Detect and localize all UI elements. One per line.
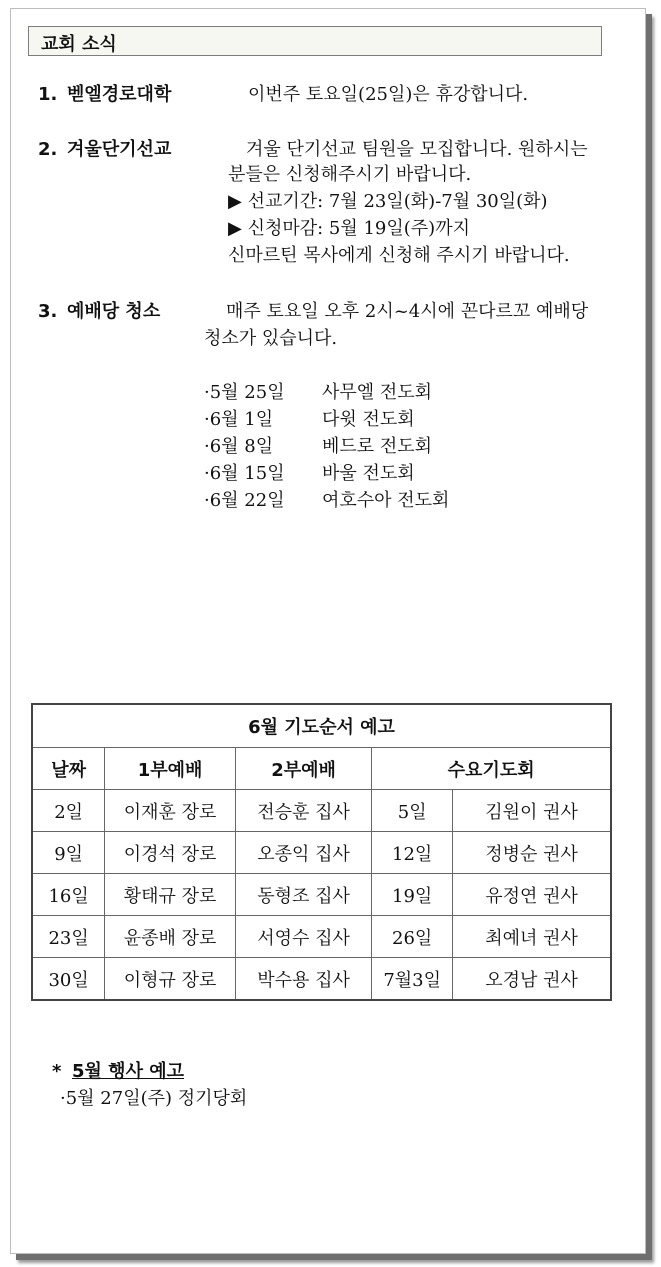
item-1-text: 이번주 토요일(25일)은 휴강합니다. [248,84,529,105]
table-row [32,916,611,958]
item-2-number: 2. [38,139,58,160]
table-row [32,958,611,1001]
table-cell: 오종익 집사 [235,832,372,874]
header-second-service: 2부예배 [235,748,372,790]
item-2-period: ▶ 선교기간: 7월 23일(화)-7월 30일(화) [228,191,548,212]
table-cell: 김원이 권사 [453,790,611,832]
cleaning-date: ·5월 25일 [204,382,285,403]
table-row [32,832,611,874]
table-cell: 23일 [32,916,105,958]
table-row [32,790,611,832]
item-2-title: 겨울단기선교 [67,139,172,160]
table-cell: 19일 [372,874,453,916]
item-1-title: 벧엘경로대학 [67,84,172,105]
prayer-schedule-table [31,703,612,1001]
table-cell: 12일 [372,832,453,874]
cleaning-group: 여호수아 전도회 [322,490,450,511]
item-3-number: 3. [38,301,58,322]
cleaning-group: 다윗 전도회 [322,409,415,430]
table-cell: 30일 [32,958,105,1001]
item-3-title: 예배당 청소 [67,301,161,322]
cleaning-date: ·6월 1일 [204,409,274,430]
table-row [32,874,611,916]
item-1-number: 1. [38,84,58,105]
cleaning-group: 베드로 전도회 [322,436,433,457]
may-event-item: ·5월 27일(주) 정기당회 [60,1088,248,1109]
table-cell: 이경석 장로 [105,832,236,874]
cleaning-date: ·6월 8일 [204,436,274,457]
table-cell: 오경남 권사 [453,958,611,1001]
table-cell: 26일 [372,916,453,958]
table-cell: 9일 [32,832,105,874]
table-cell: 동형조 집사 [235,874,372,916]
table-cell: 이재훈 장로 [105,790,236,832]
cleaning-date: ·6월 15일 [204,463,285,484]
item-3-line-1: 매주 토요일 오후 2시~4시에 꼰다르꼬 예배당 [226,301,589,322]
table-cell: 박수용 집사 [235,958,372,1001]
asterisk-bullet: * [52,1061,62,1082]
cleaning-group: 바울 전도회 [322,463,415,484]
item-2-line-2: 분들은 신청해주시기 바랍니다. [228,164,472,185]
table-cell: 서영수 집사 [235,916,372,958]
item-2-contact: 신마르틴 목사에게 신청해 주시기 바랍니다. [228,245,570,266]
may-events-title: 5월 행사 예고 [72,1061,184,1082]
header-first-service: 1부예배 [105,748,236,790]
item-2-line-1: 겨울 단기선교 팀원을 모집합니다. 원하시는 [246,139,588,160]
table-cell: 최예녀 권사 [453,916,611,958]
prayer-table-title: 6월 기도순서 예고 [32,704,611,748]
table-cell: 2일 [32,790,105,832]
church-news-title: 교회 소식 [41,34,117,55]
table-cell: 황태규 장로 [105,874,236,916]
header-date: 날짜 [32,748,105,790]
table-cell: 이형규 장로 [105,958,236,1001]
header-wednesday-prayer: 수요기도회 [372,748,611,790]
church-news-header [28,26,602,56]
cleaning-group: 사무엘 전도회 [322,382,433,403]
table-cell: 정병순 권사 [453,832,611,874]
table-cell: 유정연 권사 [453,874,611,916]
table-cell: 7월3일 [372,958,453,1001]
table-cell: 16일 [32,874,105,916]
item-2-deadline: ▶ 신청마감: 5월 19일(주)까지 [228,218,470,239]
item-3-line-2: 청소가 있습니다. [204,328,338,349]
table-cell: 5일 [372,790,453,832]
table-cell: 전승훈 집사 [235,790,372,832]
cleaning-date: ·6월 22일 [204,490,285,511]
table-cell: 윤종배 장로 [105,916,236,958]
